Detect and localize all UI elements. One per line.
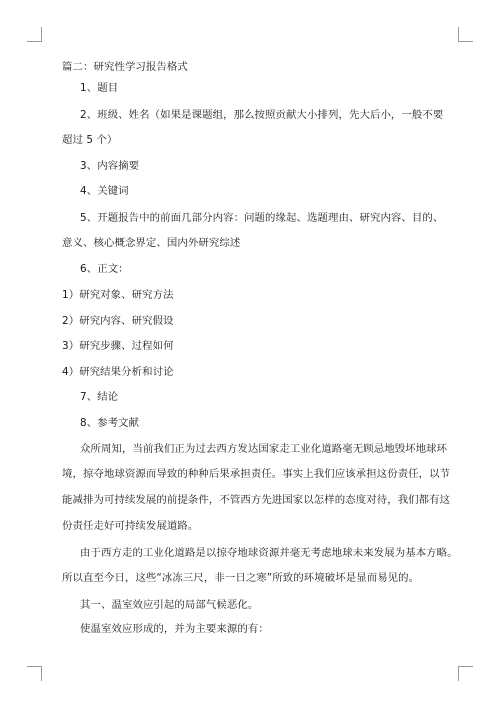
paragraph-1-line-4: 份责任走好可持续发展道路。: [62, 520, 199, 532]
paragraph-2-line-2: 所以直至今日，这些“冰冻三尺，非一日之寒”所致的环境破坏是显而易见的。: [62, 572, 420, 584]
sub-item-steps-process: 3）研究步骤、过程如何: [62, 340, 174, 352]
section-heading: 篇二：研究性学习报告格式: [62, 61, 188, 73]
paragraph-1-line-3: 能减排为可持续发展的前提条件，不管西方先进国家以怎样的态度对待，我们都有这: [62, 494, 451, 506]
list-item-class-name-continued: 超过 5 个）: [62, 134, 118, 146]
paragraph-2-line-1: 由于西方走的工业化道路是以掠夺地球资源并毫无考虑地球未来发展为基本方略。: [80, 547, 458, 559]
list-item-title: 1、题目: [80, 82, 119, 94]
paragraph-1-line-2: 境，掠夺地球资源而导致的种种后果承担责任。事实上我们应该承担这份责任，以节: [62, 468, 451, 480]
list-item-references: 8、参考文献: [80, 417, 140, 429]
list-item-abstract: 3、内容摘要: [80, 160, 140, 172]
list-item-proposal-continued: 意义、核心概念界定、国内外研究综述: [62, 237, 241, 249]
sub-item-subject-method: 1）研究对象、研究方法: [62, 289, 174, 301]
paragraph-3-line-1: 其一、温室效应引起的局部气候恶化。: [80, 599, 259, 611]
list-item-keywords: 4、关键词: [80, 185, 129, 197]
paragraph-4-line-1: 使温室效应形成的，并为主要来源的有：: [80, 623, 269, 635]
list-item-proposal: 5、开题报告中的前面几部分内容：问题的缘起、选题理由、研究内容、目的、: [80, 212, 444, 224]
paragraph-1-line-1: 众所周知，当前我们正为过去西方发达国家走工业化道路毫无顾忌地毁坏地球环: [80, 443, 448, 455]
list-item-body: 6、正文：: [80, 263, 129, 275]
sub-item-results-discussion: 4）研究结果分析和讨论: [62, 366, 174, 378]
sub-item-content-hypothesis: 2）研究内容、研究假设: [62, 315, 174, 327]
list-item-class-name: 2、班级、姓名（如果是课题组，那么按照贡献大小排列，先大后小，一般不要: [80, 109, 444, 121]
list-item-conclusion: 7、结论: [80, 391, 119, 403]
